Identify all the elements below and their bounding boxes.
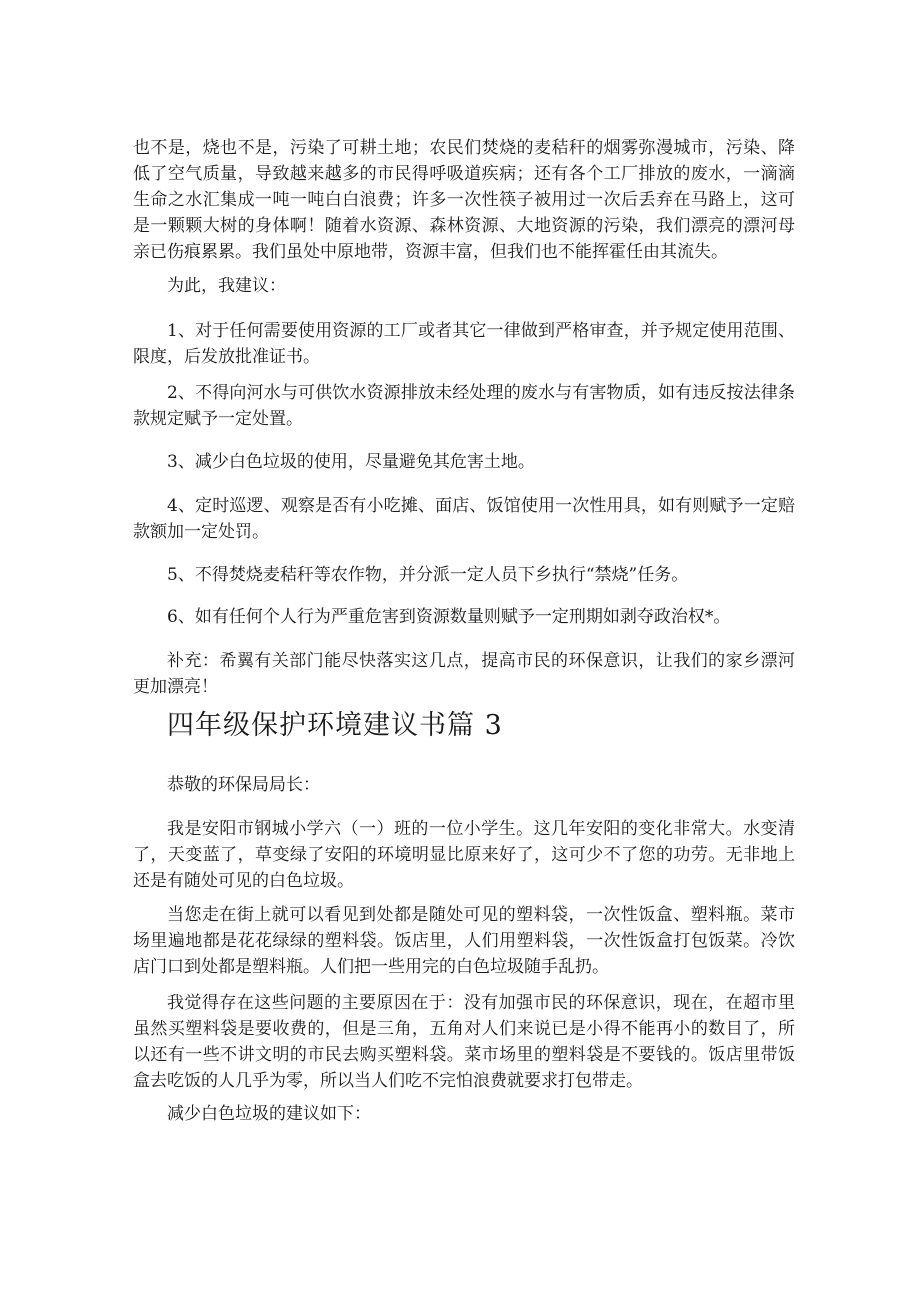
- paragraph-suggestion-lead: 为此，我建议：: [167, 276, 286, 296]
- letter-salutation: 恭敬的环保局局长：: [167, 775, 320, 795]
- letter-paragraph-4: 减少白色垃圾的建议如下：: [167, 1104, 371, 1124]
- suggestion-item-2: 2、不得向河水与可供饮水资源排放未经处理的废水与有害物质，如有违反按法律条款规定赋予一定处置。: [133, 383, 795, 429]
- suggestion-item-6: 6、如有任何个人行为严重危害到资源数量则赋予一定刑期如剥夺政治权*。: [167, 607, 731, 627]
- letter-paragraph-2: 当您走在街上就可以看见到处都是随处可见的塑料袋，一次性饭盒、塑料瓶。菜市场里遍地都是花花绿绿的塑料袋。饭店里，人们用塑料袋，一次性饭盒打包饭菜。冷饮店门口到处都是塑料瓶。人们把一些用完的白色垃圾随手乱扔。: [133, 905, 795, 977]
- suggestion-item-5: 5、不得焚烧麦秸秆等农作物，并分派一定人员下乡执行“禁烧”任务。: [167, 565, 689, 585]
- suggestion-item-4: 4、定时巡逻、观察是否有小吃摊、面店、饭馆使用一次性用具，如有则赋予一定赔款额加一定处罚。: [133, 496, 795, 542]
- letter-paragraph-3: 我觉得存在这些问题的主要原因在于：没有加强市民的环保意识，现在，在超市里虽然买塑料袋是要收费的，但是三角，五角对人们来说已是小得不能再小的数目了，所以还有一些不讲文明的市民去购买塑料袋。菜市场里的塑料袋是不要钱的。饭店里带饭盒去吃饭的人几乎为零，所以当人们吃不完怕浪费就要求打包带走。: [133, 993, 795, 1091]
- section-title: 四年级保护环境建议书篇 3: [167, 710, 503, 741]
- paragraph-supplement: 补充：希翼有关部门能尽快落实这几点，提高市民的环保意识，让我们的家乡漂河更加漂亮！: [133, 651, 795, 697]
- suggestion-item-3: 3、减少白色垃圾的使用，尽量避免其危害土地。: [167, 452, 535, 472]
- suggestion-item-1: 1、对于任何需要使用资源的工厂或者其它一律做到严格审查，并予规定使用范围、限度，后发放批准证书。: [133, 321, 795, 367]
- letter-paragraph-1: 我是安阳市钢城小学六（一）班的一位小学生。这几年安阳的变化非常大。水变清了，天变蓝了，草变绿了安阳的环境明显比原来好了，这可少不了您的功劳。无非地上还是有随处可见的白色垃圾。: [133, 819, 795, 891]
- paragraph-pollution-intro: 也不是，烧也不是，污染了可耕土地；农民们焚烧的麦秸秆的烟雾弥漫城市，污染、降低了空气质量，导致越来越多的市民得呼吸道疾病；还有各个工厂排放的废水，一滴滴生命之水汇集成一吨一吨白白浪费；许多一次性筷子被用过一次后丢弃在马路上，这可是一颗颗大树的身体啊！随着水资源、森林资源、大地资源的污染，我们漂亮的漂河母亲已伤痕累累。我们虽处中原地带，资源丰富，但我们也不能挥霍任由其流失。: [133, 138, 795, 262]
